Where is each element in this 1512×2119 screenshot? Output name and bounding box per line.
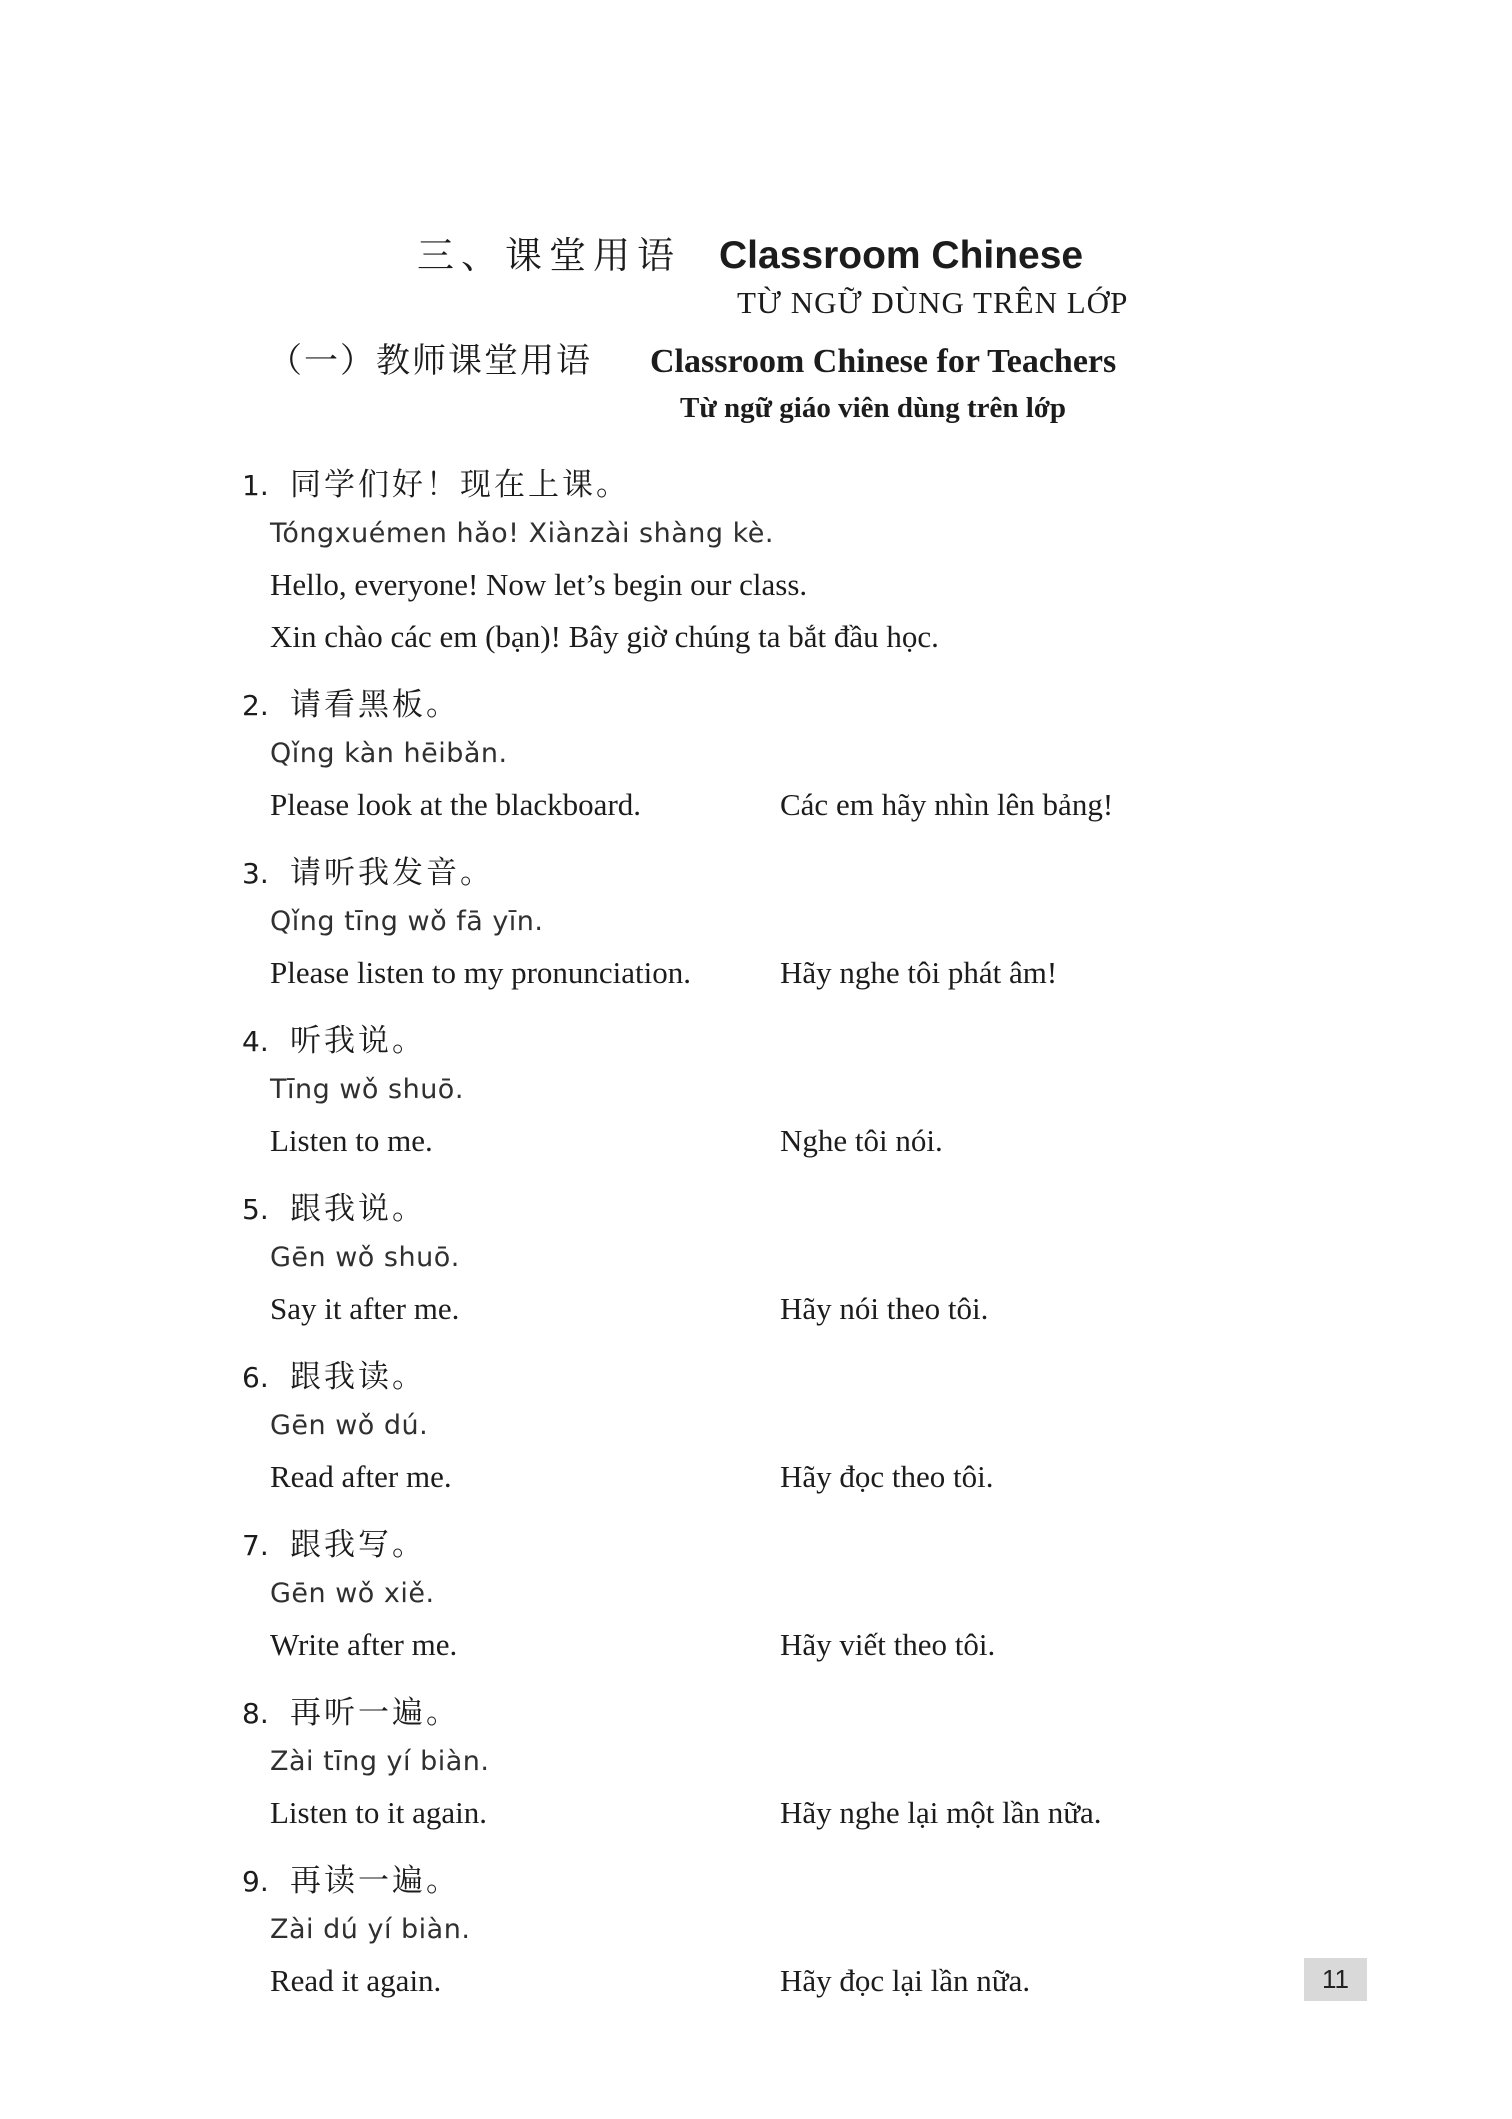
item-number: 6. bbox=[242, 1361, 269, 1394]
pinyin-line: Gēn wǒ xiě. bbox=[270, 1578, 435, 1609]
vietnamese-translation: Hãy nghe lại một lần nữa. bbox=[780, 1795, 1102, 1830]
vietnamese-translation: Hãy viết theo tôi. bbox=[780, 1627, 996, 1662]
page-number: 11 bbox=[1304, 1958, 1367, 2001]
phrase-item-2 bbox=[242, 679, 1402, 823]
vietnamese-translation: Hãy đọc lại lần nữa. bbox=[780, 1963, 1031, 1998]
chinese-sentence: 跟我说。 bbox=[290, 1191, 426, 1227]
item-number: 2. bbox=[242, 689, 269, 722]
chinese-sentence: 再读一遍。 bbox=[290, 1863, 460, 1899]
pinyin-line: Zài dú yí biàn. bbox=[270, 1914, 471, 1945]
translation-row bbox=[242, 955, 1402, 991]
pinyin-line: Qǐng kàn hēibǎn. bbox=[270, 738, 508, 769]
phrase-item-3 bbox=[242, 847, 1402, 991]
pinyin-line: Zài tīng yí biàn. bbox=[270, 1746, 490, 1777]
english-translation: Read after me. bbox=[270, 1459, 452, 1494]
chinese-sentence-line bbox=[242, 459, 1402, 504]
phrase-item-7 bbox=[242, 1519, 1402, 1663]
vietnamese-translation: Xin chào các em (bạn)! Bây giờ chúng ta bắt đầu học. bbox=[270, 619, 939, 654]
chinese-sentence: 听我说。 bbox=[290, 1023, 426, 1059]
item-number: 7. bbox=[242, 1529, 269, 1562]
section-heading-chinese: （一）教师课堂用语 bbox=[268, 341, 592, 381]
chinese-sentence: 同学们好！现在上课。 bbox=[290, 467, 630, 503]
chinese-sentence: 请听我发音。 bbox=[290, 855, 494, 891]
pinyin-line: Tīng wǒ shuō. bbox=[270, 1074, 464, 1105]
section-heading-english: Classroom Chinese for Teachers bbox=[650, 343, 1117, 380]
phrase-item-1 bbox=[242, 459, 1402, 655]
title-english: Classroom Chinese bbox=[719, 234, 1084, 277]
pinyin-line: Gēn wǒ shuō. bbox=[270, 1242, 460, 1273]
chinese-sentence-line bbox=[242, 1519, 1402, 1564]
chinese-sentence-line bbox=[242, 847, 1402, 892]
page-title bbox=[417, 225, 1402, 279]
pinyin-line: Tóngxuémen hǎo! Xiànzài shàng kè. bbox=[270, 518, 774, 549]
chinese-sentence: 请看黑板。 bbox=[290, 687, 460, 723]
english-translation: Write after me. bbox=[270, 1627, 458, 1662]
item-number: 3. bbox=[242, 857, 269, 890]
translation-row bbox=[242, 1459, 1402, 1495]
english-translation: Listen to it again. bbox=[270, 1795, 487, 1830]
english-translation: Say it after me. bbox=[270, 1291, 460, 1326]
phrase-item-9 bbox=[242, 1855, 1402, 1999]
item-number: 1. bbox=[242, 469, 269, 502]
item-number: 5. bbox=[242, 1193, 269, 1226]
vietnamese-translation: Hãy nghe tôi phát âm! bbox=[780, 955, 1058, 990]
phrase-list bbox=[242, 459, 1402, 1999]
section-heading bbox=[242, 333, 1402, 382]
section-heading-vietnamese: Từ ngữ giáo viên dùng trên lớp bbox=[680, 392, 1067, 424]
chinese-sentence: 跟我写。 bbox=[290, 1527, 426, 1563]
translation-row bbox=[242, 1291, 1402, 1327]
title-vietnamese: TỪ NGỮ DÙNG TRÊN LỚP bbox=[737, 285, 1129, 320]
item-number: 8. bbox=[242, 1697, 269, 1730]
pinyin-line: Gēn wǒ dú. bbox=[270, 1410, 429, 1441]
phrase-item-4 bbox=[242, 1015, 1402, 1159]
vietnamese-translation: Nghe tôi nói. bbox=[780, 1123, 943, 1158]
pinyin-line: Qǐng tīng wǒ fā yīn. bbox=[270, 906, 544, 937]
translation-row bbox=[242, 1795, 1402, 1831]
translation-row bbox=[242, 787, 1402, 823]
item-number: 4. bbox=[242, 1025, 269, 1058]
translation-row bbox=[242, 1627, 1402, 1663]
chinese-sentence-line bbox=[242, 679, 1402, 724]
english-translation: Hello, everyone! Now let’s begin our class. bbox=[270, 567, 808, 602]
english-translation: Please look at the blackboard. bbox=[270, 787, 642, 822]
chinese-sentence-line bbox=[242, 1687, 1402, 1732]
chinese-sentence-line bbox=[242, 1351, 1402, 1396]
phrase-item-6 bbox=[242, 1351, 1402, 1495]
vietnamese-translation: Hãy nói theo tôi. bbox=[780, 1291, 989, 1326]
vietnamese-translation: Các em hãy nhìn lên bảng! bbox=[780, 787, 1114, 822]
english-translation: Listen to me. bbox=[270, 1123, 433, 1158]
chinese-sentence: 再听一遍。 bbox=[290, 1695, 460, 1731]
phrase-item-8 bbox=[242, 1687, 1402, 1831]
vietnamese-translation: Hãy đọc theo tôi. bbox=[780, 1459, 994, 1494]
translation-row bbox=[242, 1123, 1402, 1159]
english-translation: Please listen to my pronunciation. bbox=[270, 955, 692, 990]
title-chinese: 三、课堂用语 bbox=[417, 234, 681, 277]
chinese-sentence-line bbox=[242, 1183, 1402, 1228]
english-translation: Read it again. bbox=[270, 1963, 442, 1998]
chinese-sentence-line bbox=[242, 1855, 1402, 1900]
item-number: 9. bbox=[242, 1865, 269, 1898]
chinese-sentence-line bbox=[242, 1015, 1402, 1060]
phrase-item-5 bbox=[242, 1183, 1402, 1327]
chinese-sentence: 跟我读。 bbox=[290, 1359, 426, 1395]
translation-row bbox=[242, 1963, 1402, 1999]
